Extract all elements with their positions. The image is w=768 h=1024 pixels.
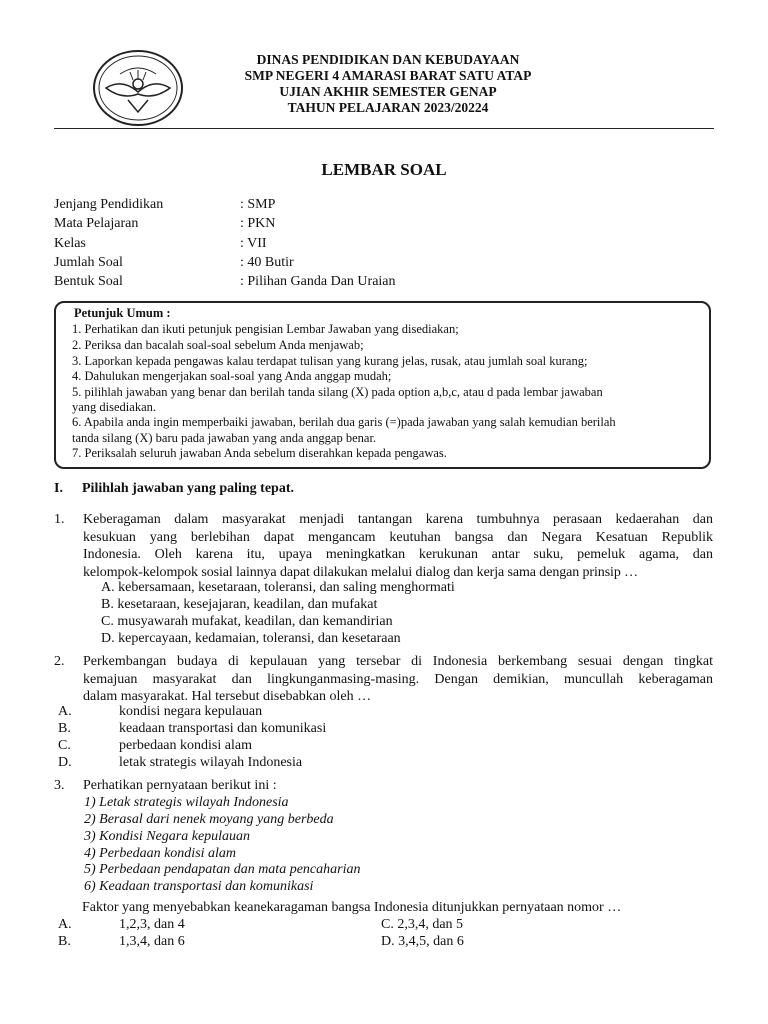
statement-item: 6) Keadaan transportasi dan komunikasi bbox=[84, 879, 314, 894]
statement-item: 4) Perbedaan kondisi alam bbox=[84, 846, 237, 861]
question-text bbox=[83, 653, 713, 706]
instruction-line: 6. Apabila anda ingin memperbaiki jawaban, berilah dua garis (=)pada jawaban yang salah kemudian berilah bbox=[72, 415, 616, 429]
question-intro: Perhatikan pernyataan berikut ini : bbox=[83, 778, 277, 793]
statement-item: 1) Letak strategis wilayah Indonesia bbox=[84, 795, 289, 810]
instruction-line: yang disediakan. bbox=[72, 400, 157, 414]
question-line: dalam masyarakat. Hal tersebut disebabkan oleh … bbox=[83, 689, 372, 704]
question-line: kesukuan yang berlebihan dapat mengancam keutuhan bangsa dan Negara Kesatuan Republik bbox=[83, 529, 713, 545]
instructions-title: Petunjuk Umum : bbox=[74, 306, 171, 320]
header-year: TAHUN PELAJARAN 2023/20224 bbox=[287, 100, 489, 115]
question-line: kelompok-kelompok sosial lainnya dapat dilakukan melalui dialog dan kerja sama dengan prinsip … bbox=[83, 564, 639, 580]
option-d: D. kepercayaan, kedamaian, toleransi, dan kesetaraan bbox=[101, 631, 401, 646]
statement-item: 3) Kondisi Negara kepulauan bbox=[84, 829, 251, 844]
info-label-jumlah: Jumlah Soal bbox=[54, 255, 123, 270]
instruction-line: 1. Perhatikan dan ikuti petunjuk pengisian Lembar Jawaban yang disediakan; bbox=[72, 322, 459, 336]
instruction-line: tanda silang (X) baru pada jawaban yang anda anggap benar. bbox=[72, 431, 377, 445]
page-title: LEMBAR SOAL bbox=[321, 160, 447, 179]
option-d: D. 3,4,5, dan 6 bbox=[381, 934, 464, 949]
option-a-letter: A. bbox=[58, 917, 72, 932]
info-value-kelas: : VII bbox=[240, 236, 267, 251]
option-b-letter: B. bbox=[58, 934, 71, 949]
info-label-jenjang: Jenjang Pendidikan bbox=[54, 197, 164, 212]
question-number: 2. bbox=[54, 654, 65, 669]
option-a: kondisi negara kepulauan bbox=[119, 704, 263, 719]
header-exam: UJIAN AKHIR SEMESTER GENAP bbox=[279, 84, 497, 99]
section-number: I. bbox=[54, 481, 63, 496]
question-number: 3. bbox=[54, 778, 65, 793]
instruction-line: 5. pilihlah jawaban yang benar dan berilah tanda silang (X) pada option a,b,c, atau d pada lembar jawaban bbox=[72, 385, 603, 399]
question-line: Indonesia. Oleh karena itu, upaya meningkatkan kerukunan antar suku, pemeluk agama, dan bbox=[83, 547, 713, 562]
info-value-jenjang: : SMP bbox=[240, 197, 276, 212]
option-d-letter: D. bbox=[58, 755, 72, 770]
statement-item: 5) Perbedaan pendapatan dan mata pencaharian bbox=[84, 862, 361, 877]
section-heading bbox=[54, 481, 294, 497]
info-label-mapel: Mata Pelajaran bbox=[54, 216, 139, 231]
question-line: Perkembangan budaya di kepulauan yang tersebar di Indonesia berkembang sesuai dengan tingkat bbox=[83, 654, 713, 669]
option-c-letter: C. bbox=[58, 738, 71, 753]
header-school: SMP NEGERI 4 AMARASI BARAT SATU ATAP bbox=[244, 68, 532, 83]
option-b: B. kesetaraan, kesejajaran, keadilan, dan mufakat bbox=[101, 597, 378, 612]
option-b: 1,3,4, dan 6 bbox=[119, 934, 185, 949]
option-b: keadaan transportasi dan komunikasi bbox=[119, 721, 327, 736]
header-divider bbox=[54, 128, 714, 129]
instruction-line: 4. Dahulukan mengerjakan soal-soal yang Anda anggap mudah; bbox=[72, 369, 392, 383]
question-text: Faktor yang menyebabkan keanekaragaman bangsa Indonesia ditunjukkan pernyataan nomor … bbox=[82, 900, 622, 915]
info-value-mapel: : PKN bbox=[240, 216, 276, 231]
statement-item: 2) Berasal dari nenek moyang yang berbeda bbox=[84, 812, 334, 827]
option-a: 1,2,3, dan 4 bbox=[119, 917, 185, 932]
info-value-jumlah: : 40 Butir bbox=[240, 255, 294, 270]
option-b-letter: B. bbox=[58, 721, 71, 736]
instruction-line: 3. Laporkan kepada pengawas kalau terdapat tulisan yang kurang jelas, rusak, atau jumlah soal kurang; bbox=[72, 354, 588, 368]
question-text bbox=[83, 511, 713, 581]
header-agency: DINAS PENDIDIKAN DAN KEBUDAYAAN bbox=[256, 52, 520, 67]
header-block bbox=[200, 52, 576, 116]
option-a: A. kebersamaan, kesetaraan, toleransi, dan saling menghormati bbox=[101, 580, 455, 595]
question-number: 1. bbox=[54, 512, 65, 527]
info-label-bentuk: Bentuk Soal bbox=[54, 274, 123, 289]
instruction-line: 2. Periksa dan bacalah soal-soal sebelum Anda menjawab; bbox=[72, 338, 364, 352]
school-logo-icon bbox=[92, 48, 184, 128]
option-c: C. musyawarah mufakat, keadilan, dan kemandirian bbox=[101, 614, 393, 629]
option-d: letak strategis wilayah Indonesia bbox=[119, 755, 303, 770]
option-c: perbedaan kondisi alam bbox=[119, 738, 252, 753]
section-title: Pilihlah jawaban yang paling tepat. bbox=[82, 481, 294, 496]
info-value-bentuk: : Pilihan Ganda Dan Uraian bbox=[240, 274, 396, 289]
option-c: C. 2,3,4, dan 5 bbox=[381, 917, 464, 932]
option-a-letter: A. bbox=[58, 704, 72, 719]
instruction-line: 7. Periksalah seluruh jawaban Anda sebelum diserahkan kepada pengawas. bbox=[72, 446, 447, 460]
question-line: Keberagaman dalam masyarakat menjadi tantangan karena tumbuhnya perasaan kedaerahan dan bbox=[83, 512, 713, 527]
question-line: kemajuan masyarakat dan lingkunganmasing-masing. Dengan demikian, muncullah keberagaman bbox=[83, 671, 713, 687]
info-label-kelas: Kelas bbox=[54, 236, 86, 251]
